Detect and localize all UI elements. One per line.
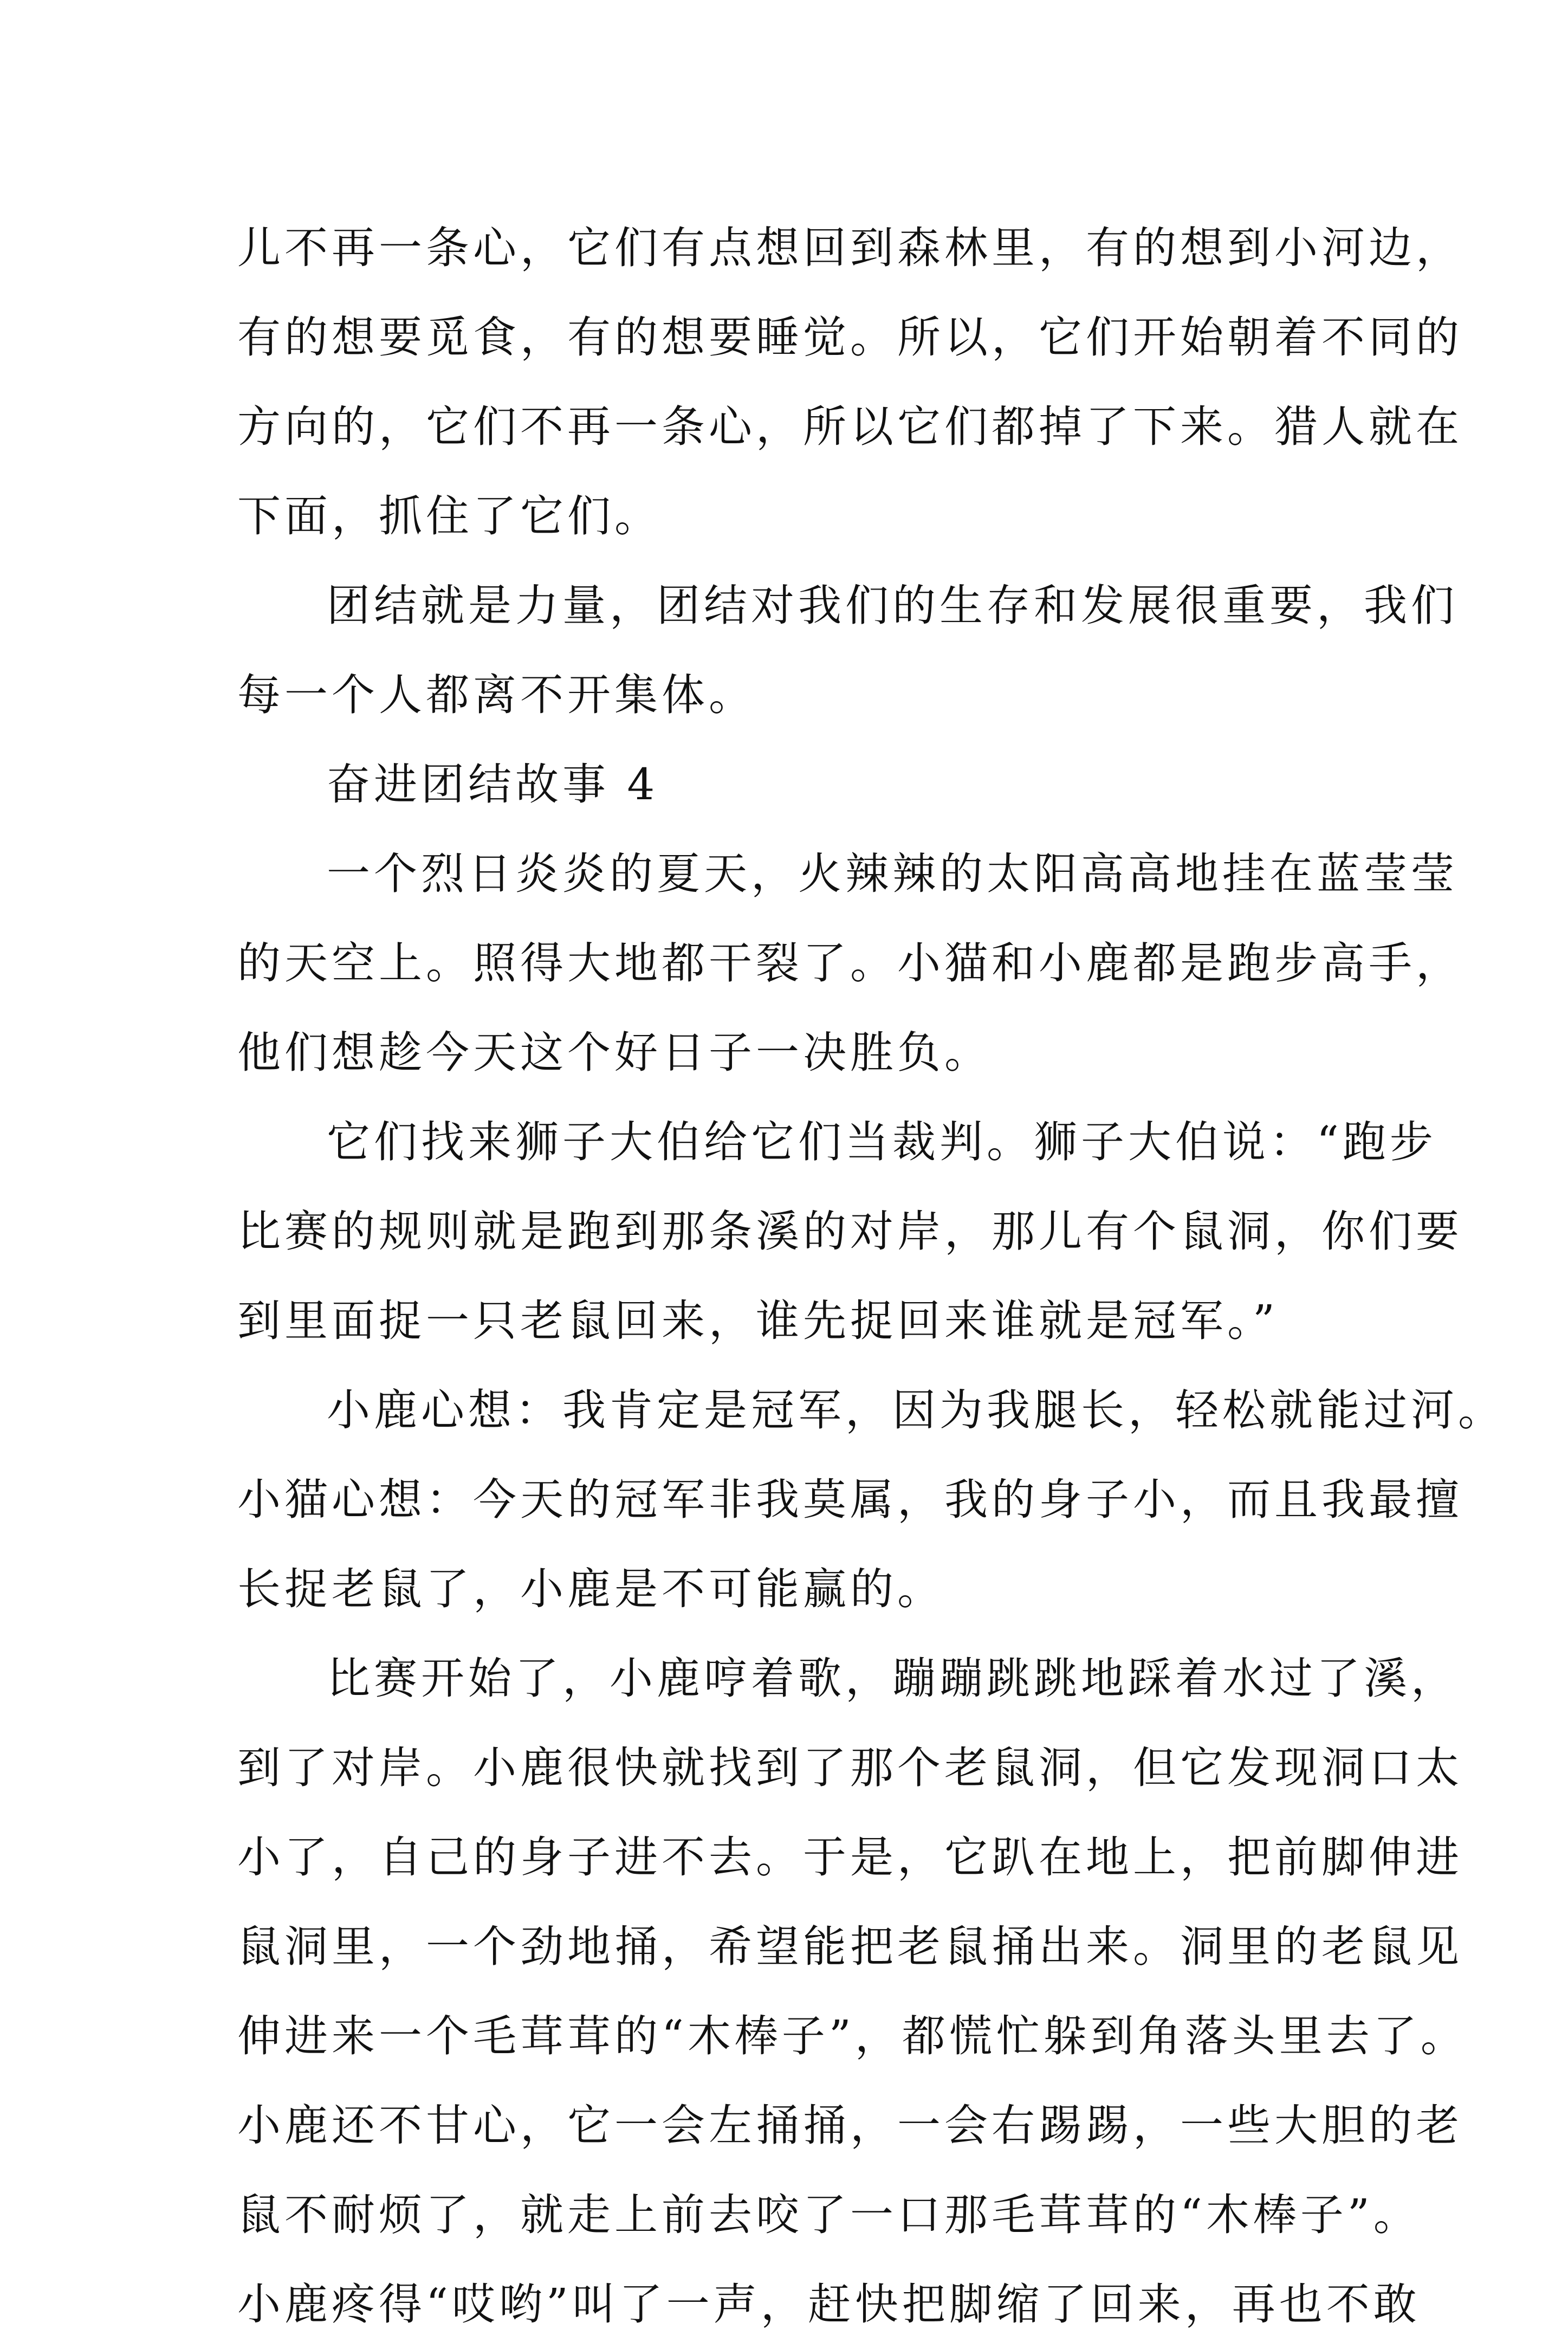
paragraph-first-line: 比赛开始了，小鹿哼着歌，蹦蹦跳跳地踩着水过了溪，	[327, 1653, 1458, 1704]
text-line: 伸进来一个毛茸茸的“木棒子”，都慌忙躲到角落头里去了。	[237, 2011, 1468, 2061]
text-line: 的天空上。照得大地都干裂了。小猫和小鹿都是跑步高手，	[237, 938, 1463, 988]
text-line: 小了，自己的身子进不去。于是，它趴在地上，把前脚伸进	[237, 1832, 1463, 1882]
document-body	[237, 203, 1505, 2349]
text-line: 到了对岸。小鹿很快就找到了那个老鼠洞，但它发现洞口太	[237, 1743, 1463, 1793]
text-line: 每一个人都离不开集体。	[237, 670, 756, 720]
text-line: 有的想要觅食，有的想要睡觉。所以，它们开始朝着不同的	[237, 312, 1463, 363]
text-line: 下面，抓住了它们。	[237, 491, 662, 541]
text-line: 长捉老鼠了，小鹿是不可能赢的。	[237, 1564, 944, 1614]
text-line: 鼠不耐烦了，就走上前去咬了一口那毛茸茸的“木棒子”。	[237, 2190, 1421, 2240]
text-line: 他们想趁今天这个好日子一决胜负。	[237, 1027, 992, 1078]
paragraph-first-line: 团结就是力量，团结对我们的生存和发展很重要，我们	[327, 580, 1458, 631]
text-line: 小鹿还不甘心，它一会左捅捅，一会右踢踢，一些大胆的老	[237, 2100, 1463, 2151]
text-line: 小猫心想：今天的冠军非我莫属，我的身子小，而且我最擅	[237, 1474, 1463, 1525]
text-line: 方向的，它们不再一条心，所以它们都掉了下来。猎人就在	[237, 402, 1463, 452]
text-line: 儿不再一条心，它们有点想回到森林里，有的想到小河边，	[237, 223, 1463, 273]
section-heading: 奋进团结故事 4	[327, 759, 659, 810]
paragraph-first-line: 小鹿心想：我肯定是冠军，因为我腿长，轻松就能过河。	[327, 1385, 1505, 1435]
text-line: 小鹿疼得“哎哟”叫了一声，赶快把脚缩了回来，再也不敢	[237, 2279, 1421, 2329]
paragraph-first-line: 它们找来狮子大伯给它们当裁判。狮子大伯说：“跑步	[327, 1117, 1437, 1167]
paragraph-first-line: 一个烈日炎炎的夏天，火辣辣的太阳高高地挂在蓝莹莹	[327, 849, 1458, 899]
text-line: 到里面捉一只老鼠回来，谁先捉回来谁就是冠军。”	[237, 1296, 1279, 1346]
text-line: 比赛的规则就是跑到那条溪的对岸，那儿有个鼠洞，你们要	[237, 1206, 1463, 1257]
text-line: 鼠洞里，一个劲地捅，希望能把老鼠捅出来。洞里的老鼠见	[237, 1921, 1463, 1972]
